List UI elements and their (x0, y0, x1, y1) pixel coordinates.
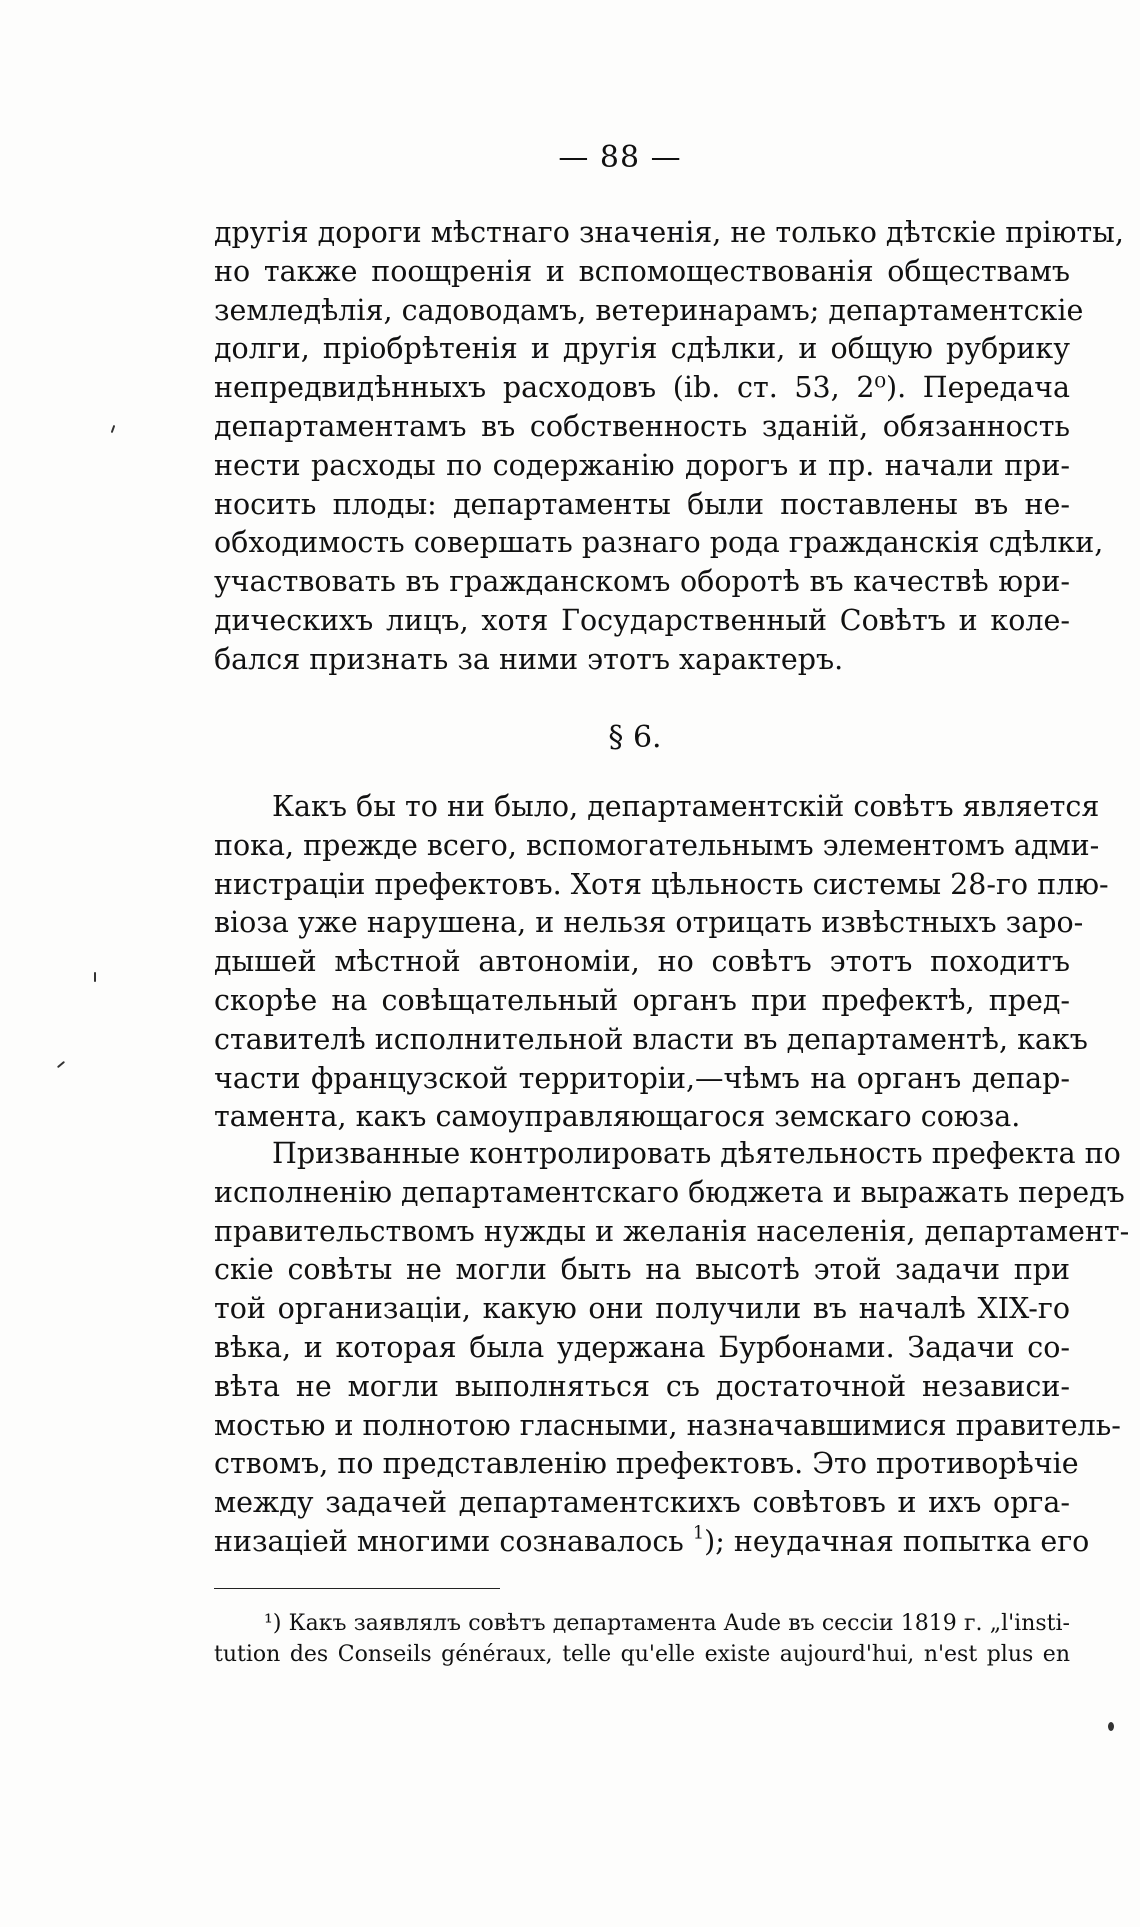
scan-speck (111, 425, 116, 433)
footnote-line (214, 1608, 1070, 1639)
footnote (214, 1608, 1070, 1670)
page-number: — 88 — (558, 140, 682, 175)
text-line: дическихъ лицъ, хотя Государственный Совѣтъ и коле- (214, 603, 1070, 637)
text-line: скорѣе на совѣщательный органъ при префектѣ, пред- (214, 983, 1070, 1017)
text-line: дышей мѣстной автономіи, но совѣтъ этотъ походитъ (214, 945, 1070, 979)
footnote-reference: 1 (692, 1523, 705, 1544)
text-line: долги, пріобрѣтенія и другія сдѣлки, и общую рубрику (214, 332, 1070, 366)
paragraph (214, 788, 1109, 1137)
text-line: скіе совѣты не могли быть на высотѣ этой задачи при (214, 1253, 1070, 1287)
text-line: правительствомъ нужды и желанія населенія, департамент- (214, 1214, 1130, 1248)
footnote-divider (214, 1588, 500, 1589)
text-line: но также поощренія и вспомоществованія обществамъ (214, 254, 1070, 288)
text-line: тамента, какъ самоуправляющагося земскаго союза. (214, 1100, 1021, 1134)
text-line: носить плоды: департаменты были поставлены въ не- (214, 487, 1070, 521)
scan-speck (57, 1061, 65, 1068)
text-line: другія дороги мѣстнаго значенія, не только дѣтскіе пріюты, (214, 216, 1124, 249)
paragraph-continued (214, 214, 1124, 680)
text-line: той организаціи, какую они получили въ началѣ XIX-го (214, 1292, 1070, 1326)
text-line: бался признать за ними этотъ характеръ. (214, 642, 844, 676)
text-line: нистраціи префектовъ. Хотя цѣльность системы 28-го плю- (214, 867, 1109, 901)
text-line: части французской территоріи,—чѣмъ на органъ депар- (214, 1061, 1070, 1095)
text-line: Призванные контролировать дѣятельность префекта по (272, 1137, 1121, 1170)
text-fragment: низаціей многими сознавалось (214, 1524, 684, 1558)
footnote-marker: ¹) (264, 1611, 282, 1636)
text-line-with-footnote-ref (214, 1523, 1090, 1562)
text-line: вѣта не могли выполняться съ достаточной независи- (214, 1369, 1070, 1403)
text-line: непредвидѣнныхъ расходовъ (ib. ст. 53, 2⁰). Передача (214, 371, 1070, 405)
paragraph (214, 1135, 1130, 1562)
text-line: нести расходы по содержанію дорогъ и пр. начали при- (214, 448, 1070, 482)
footnote-text: Какъ заявлялъ совѣтъ департамента Aude въ сессіи 1819 г. „l'insti- (288, 1611, 1070, 1636)
text-line: участвовать въ гражданскомъ оборотѣ въ качествѣ юри- (214, 565, 1070, 599)
text-line: обходимость совершать разнаго рода гражданскія сдѣлки, (214, 526, 1104, 560)
text-line: пока, прежде всего, вспомогательнымъ элементомъ адми- (214, 828, 1100, 862)
text-line: исполненію департаментскаго бюджета и выражать передъ (214, 1175, 1125, 1209)
text-line: віоза уже нарушена, и нельзя отрицать извѣстныхъ заро- (214, 906, 1084, 940)
section-heading: § 6. (608, 720, 662, 755)
footnote-line: tution des Conseils généraux, telle qu'elle existe aujourd'hui, n'est plus en (214, 1642, 1070, 1667)
text-line: Какъ бы то ни было, департаментскій совѣтъ является (272, 790, 1100, 823)
text-fragment: ); неудачная попытка его (704, 1524, 1090, 1558)
text-line: ствомъ, по представленію префектовъ. Это противорѣчіе (214, 1447, 1079, 1481)
scan-speck (94, 972, 96, 982)
text-line: департаментамъ въ собственность зданій, обязанность (214, 409, 1070, 443)
text-line: вѣка, и которая была удержана Бурбонами. Задачи со- (214, 1330, 1070, 1364)
text-line: мостью и полнотою гласными, назначавшимися правитель- (214, 1408, 1121, 1442)
text-line: между задачей департаментскихъ совѣтовъ и ихъ орга- (214, 1486, 1070, 1520)
text-line: ставителѣ исполнительной власти въ департаментѣ, какъ (214, 1022, 1088, 1056)
text-line: земледѣлія, садоводамъ, ветеринарамъ; департаментскіе (214, 293, 1084, 327)
scan-speck (1108, 1722, 1114, 1731)
